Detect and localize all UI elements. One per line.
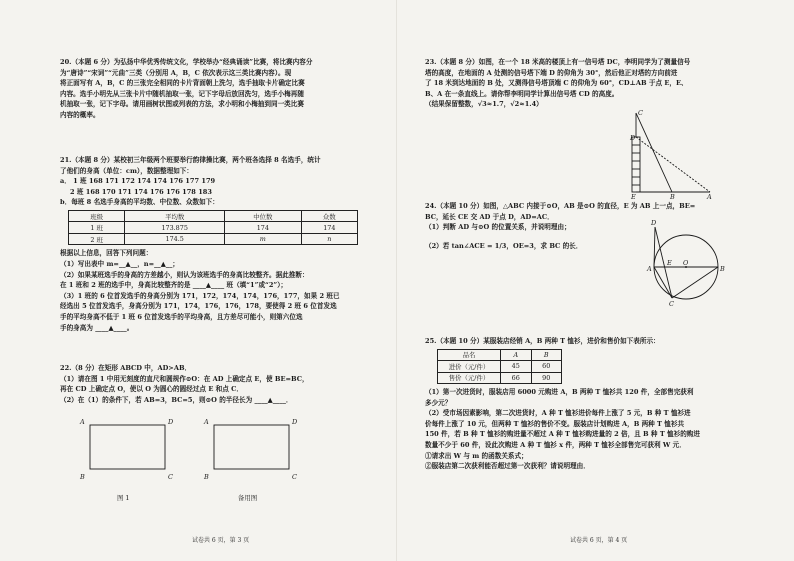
q20-line: 为“唐诗”“宋词”“元曲”三类（分别用 A，B，C 依次表示这三类比赛内容）。现 [60,68,292,77]
q20-line: 内容。选手小明先从三张卡片中随机抽取一张，记下字母后放回洗匀，选手小梅再随 [60,89,304,98]
label-B: B [720,265,725,273]
q25-intro: 25.（本题 10 分）某服装店经销 A，B 两种 T 恤衫，进价和售价如下表所示： [425,337,660,345]
table-cell: 60 [531,361,562,373]
label-C: C [292,473,297,481]
q25-line: 价每件上涨了 10 元，但两种 T 恤衫的售价不变。服装店计划购进 A，B 两种 T 恤衫共 [425,419,685,428]
table-header: B [531,349,562,361]
table-header: 品名 [438,349,501,361]
q24-line: BC，延长 CE 交 AD 于点 D，AD=AC． [425,212,554,221]
table-header: 中位数 [225,210,302,222]
label-D: D [651,219,657,227]
label-E: E [667,259,672,267]
label-A: A [707,193,712,201]
table-cell: 174 [301,222,357,234]
label-D: D [630,134,636,142]
table-cell: 173.875 [125,222,225,234]
q22-line: （2）在（1）的条件下，若 AB=3，BC=5，则⊙O 的半径长为 ____▲____． [60,395,293,404]
q20-line: 将正面写有 A，B，C 的三张完全相同的卡片背面朝上洗匀，选手抽取卡片确定比赛 [60,79,305,88]
q21-data-2: 2 班 168 170 171 174 176 176 178 183 [70,187,212,196]
label-C: C [638,109,643,117]
label-B: B [670,193,675,201]
q25-line: （1）第一次进货时，服装店用 6000 元购进 A，B 两种 T 恤衫共 120 件，全部售完获利 [425,388,694,397]
q21-line: 21.（本题 8 分）某校初三年级两个班要举行韵律操比赛，两个班各选择 8 名选手，统计 [60,156,321,164]
question-25 [425,336,725,472]
figure-1-caption: 图 1 [117,494,130,502]
label-E: E [631,193,636,201]
q22-line: （1）请在图 1 中用无刻度的直尺和圆规作⊙O：在 AD 上确定点 E，使 BE=BC， [60,374,309,383]
q21-line: （1）写出表中 m=__▲__，n=__▲__； [60,260,179,269]
q21-line: 手的平均身高不低于 1 班 6 位首发选手的平均身高，且方差尽可能小，则第六位选 [60,313,303,322]
table-cell: 90 [531,372,562,384]
q21-line: （2）如果某班选手的身高的方差越小，则认为该班选手的身高比较整齐。据此推断： [60,270,309,279]
table-header: 班级 [69,210,125,222]
table-cell: n [301,233,357,245]
q25-line: ②服装店第二次获利能否超过第一次获利？请说明理由． [425,462,590,471]
table-cell: 进价（元/件） [438,361,501,373]
q24-line: （2）若 tan∠ACE = 1/3，OE=3，求 BC 的长． [425,241,583,250]
q21-data-1: a． 1 班 168 171 172 174 174 176 177 179 [60,177,216,186]
label-B: B [204,473,209,481]
q23-line: 塔的高度，在地面的 A 处测的信号塔下端 D 的仰角为 30°，然后他正对塔的方向前进 [425,68,678,77]
q25-line: 多少元？ [425,398,452,407]
label-O: O [683,259,689,267]
q24-line: 24.（本题 10 分）如图，△ABC 内接于⊙O，AB 是⊙O 的直径，E 为 AB 上一点，BE= [425,202,696,210]
table-cell: 2 班 [69,233,125,245]
segment-bc [672,267,718,298]
table-cell: 174 [225,222,302,234]
q25-price-table [437,349,562,385]
table-cell: 1 班 [69,222,125,234]
q25-line: ①请求出 W 与 m 的函数关系式； [425,451,528,460]
q21-table-intro: b．每班 8 名选手身高的平均数、中位数、众数如下： [60,198,219,207]
q22-line: 22.（8 分）在矩形 ABCD 中，AD>AB． [60,364,192,372]
table-header: A [501,349,532,361]
label-B: B [80,473,85,481]
label-A: A [647,265,652,273]
label-A: A [204,418,209,426]
q23-line: 23.（本题 8 分）如图，在一个 18 米高的楼顶上有一信号塔 DC，李明同学为了测量信号 [425,58,691,66]
label-A: A [80,418,85,426]
q25-line: 数量不少于 60 件，设此次购进 A 种 T 恤衫 x 件，两种 T 恤衫全部售完可获利 W 元． [425,441,686,450]
segment-ac [654,267,672,298]
q24-line: （1）判断 AD 与⊙O 的位置关系，并说明理由； [425,223,571,232]
q23-line: （结果保留整数，√3≈1.7，√2≈1.4） [425,100,543,109]
q21-line: 经选出 5 位首发选手，身高分别为 171，174，176，176，178，要使得 2 班 6 位首发选 [60,302,337,311]
label-D: D [168,418,174,426]
table-cell: 174.5 [125,233,225,245]
q20-line: 内容的概率。 [60,110,100,119]
q25-line: （2）受市场因素影响，第二次进货时，A 种 T 恤衫进价每件上涨了 5 元，B 种 T 恤衫进 [425,409,691,418]
q21-line: 在 1 班和 2 班的选手中，身高比较整齐的是 ____▲____ 班（填“1”或“2”）； [60,281,288,290]
q21-line: 手的身高为 ____▲____。 [60,323,134,332]
table-cell: m [225,233,302,245]
q21-line: 根据以上信息，回答下列问题： [60,249,153,258]
footer-right: 试卷共 6 页，第 4 页 [570,537,628,544]
table-header: 平均数 [125,210,225,222]
footer-left: 试卷共 6 页，第 3 页 [192,537,250,544]
q25-line: 150 件，若 B 种 T 恤衫的购进量不超过 A 种 T 恤衫购进量的 2 倍，且 B 种 T 恤衫的购进 [425,430,700,439]
table-cell: 66 [501,372,532,384]
label-C: C [168,473,173,481]
table-header: 众数 [301,210,357,222]
q21-line: （3）1 班的 6 位首发选手的身高分别为 171，172，174，174，176，177，如果 2 班已 [60,291,340,300]
q20-line: 机抽取一张，记下字母。请用画树状图或列表的方法，求小明和小梅抽到同一类比赛 [60,100,304,109]
q23-line: B、A 在一条直线上。请你帮李明同学计算出信号塔 CD 的高度。 [425,89,619,98]
label-C: C [669,300,674,308]
label-D: D [292,418,298,426]
figure-2-caption: 备用图 [238,494,258,502]
q21-line: 了他们的身高（单位：cm），数据整理如下： [60,166,193,175]
table-cell: 45 [501,361,532,373]
q22-line: 再在 CD 上确定点 O，使以 O 为圆心的圆经过点 E 和点 C． [60,385,243,394]
q20-line: 20.（本题 6 分）为弘扬中华优秀传统文化，学校举办“经典诵读”比赛，将比赛内容分 [60,58,313,66]
q23-line: 了 18 米到达地面的 B 处，又测得信号塔顶端 C 的仰角为 60°，CD⊥AB 于点 E，E、 [425,79,688,88]
table-cell: 售价（元/件） [438,372,501,384]
